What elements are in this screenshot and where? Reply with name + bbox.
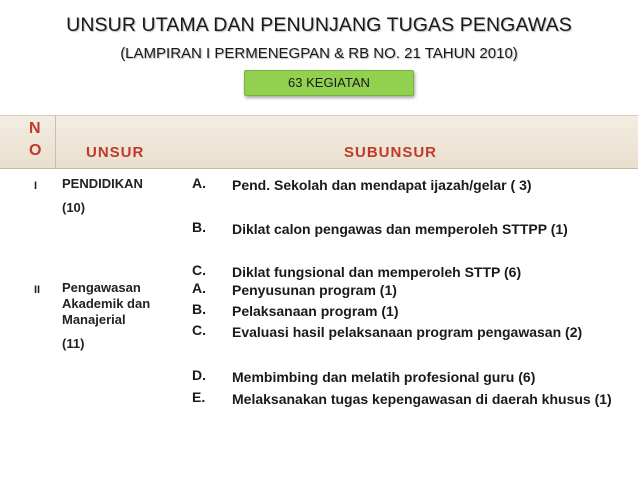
unsur-count: (10) [62, 200, 86, 215]
unsur-label: PENDIDIKAN [62, 176, 143, 191]
header-divider [55, 115, 56, 168]
subunsur-letter: E. [192, 389, 206, 405]
subunsur-letter: B. [192, 219, 206, 235]
subunsur-letter: D. [192, 367, 206, 383]
subunsur-letter: A. [192, 280, 206, 296]
subunsur-letter: C. [192, 262, 206, 278]
subunsur-text: Penyusunan program (1) [232, 282, 397, 298]
subunsur-text: Melaksanakan tugas kepengawasan di daerah khusus (1) [232, 391, 612, 407]
row-number: II [34, 284, 41, 296]
header-subunsur: SUBUNSUR [344, 144, 438, 161]
row-unsur [62, 280, 180, 352]
activity-count-badge: 63 KEGIATAN [244, 70, 414, 96]
slide-title: UNSUR UTAMA DAN PENUNJANG TUGAS PENGAWAS [66, 14, 572, 36]
row-unsur [62, 176, 180, 216]
row-number: I [34, 180, 38, 192]
subunsur-text: Pend. Sekolah dan mendapat ijazah/gelar ( 3) [232, 177, 532, 193]
subunsur-letter: C. [192, 322, 206, 338]
header-no: N O [29, 120, 42, 159]
header-unsur: UNSUR [86, 144, 145, 161]
subunsur-text: Evaluasi hasil pelaksanaan program pengawasan (2) [232, 324, 583, 340]
subunsur-text: Diklat fungsional dan memperoleh STTP (6) [232, 264, 522, 280]
subunsur-text: Pelaksanaan program (1) [232, 303, 399, 319]
subunsur-text: Membimbing dan melatih profesional guru (6) [232, 369, 536, 385]
unsur-label: Pengawasan Akademik dan Manajerial [62, 280, 151, 327]
subunsur-letter: A. [192, 175, 206, 191]
unsur-count: (11) [62, 336, 85, 351]
subunsur-text: Diklat calon pengawas dan memperoleh STTPP (1) [232, 221, 568, 237]
slide-subtitle: (LAMPIRAN I PERMENEGPAN & RB NO. 21 TAHUN 2010) [120, 45, 518, 62]
subunsur-letter: B. [192, 301, 206, 317]
